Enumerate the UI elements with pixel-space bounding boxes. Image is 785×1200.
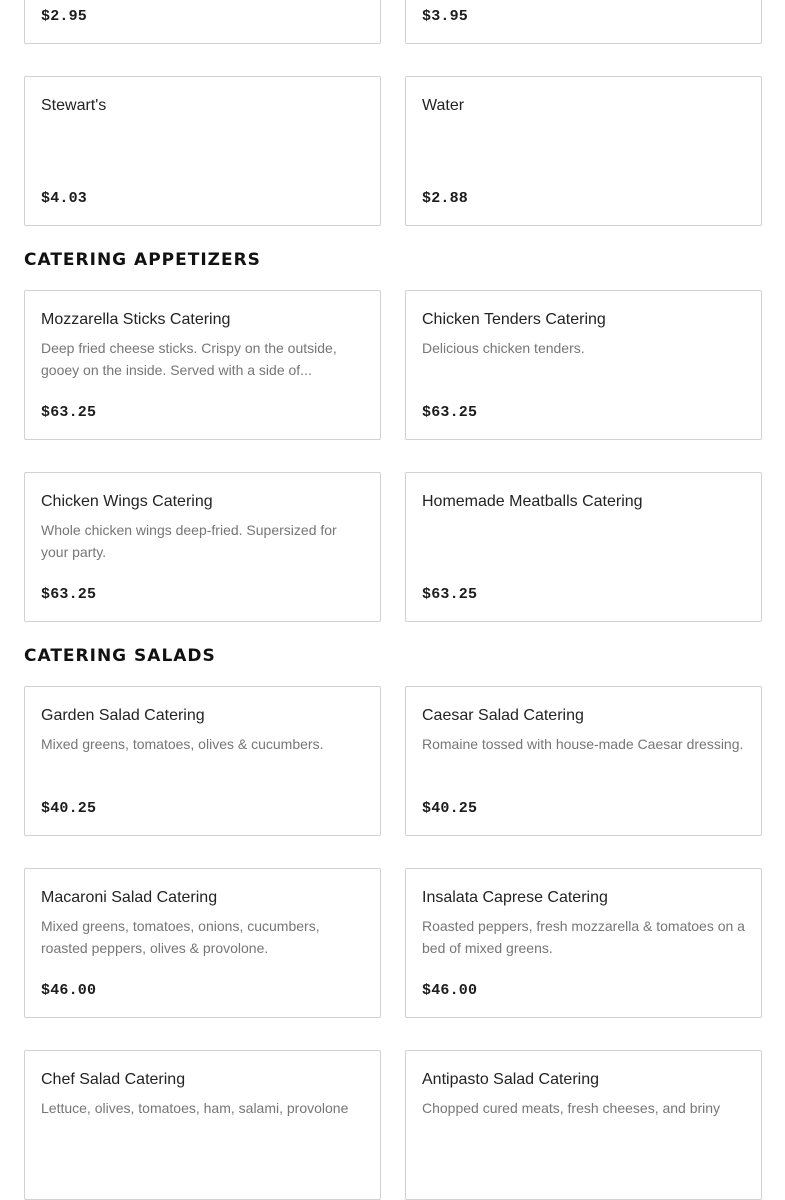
item-description: Lettuce, olives, tomatoes, ham, salami, provolone [41,1100,349,1116]
menu-item-card[interactable] [405,686,762,836]
menu-item-card[interactable] [405,1050,762,1200]
item-description: Deep fried cheese sticks. Crispy on the outside, gooey on the inside. Served with a side of... [41,340,337,378]
menu-item-card[interactable] [24,1050,381,1200]
item-name: Homemade Meatballs Catering [422,493,643,510]
item-price: $3.95 [422,8,469,25]
menu-item-card[interactable] [405,290,762,440]
item-price: $63.25 [422,586,478,603]
menu-item-card[interactable] [24,686,381,836]
menu-item-card[interactable] [24,472,381,622]
menu-item-card[interactable] [405,472,762,622]
menu-item-card[interactable] [24,290,381,440]
menu-item-card[interactable] [405,868,762,1018]
item-price: $2.95 [41,8,88,25]
item-price: $63.25 [41,586,97,603]
item-price: $63.25 [422,404,478,421]
item-name: Insalata Caprese Catering [422,889,608,906]
item-name: Mozzarella Sticks Catering [41,311,231,328]
item-name: Chef Salad Catering [41,1071,186,1088]
menu-item-card[interactable] [24,76,381,226]
menu-item-card[interactable] [24,868,381,1018]
menu-item-card[interactable] [405,76,762,226]
item-price: $63.25 [41,404,97,421]
item-price: $40.25 [41,800,97,817]
item-name: Water [422,97,465,114]
item-price: $46.00 [422,982,478,999]
section-title-catering-appetizers: CATERING APPETIZERS [24,250,261,270]
menu-item-card[interactable] [24,0,381,44]
item-price: $4.03 [41,190,88,207]
item-description: Delicious chicken tenders. [422,340,585,356]
section-title-catering-salads: CATERING SALADS [24,646,216,666]
menu-item-card[interactable] [405,0,762,44]
item-name: Stewart's [41,97,107,114]
item-description: Romaine tossed with house-made Caesar dressing. [422,736,744,752]
item-description: Whole chicken wings deep-fried. Supersized for your party. [41,522,337,560]
item-name: Caesar Salad Catering [422,707,584,724]
item-price: $46.00 [41,982,97,999]
item-name: Antipasto Salad Catering [422,1071,599,1088]
item-description: Chopped cured meats, fresh cheeses, and briny [422,1100,721,1116]
item-description: Mixed greens, tomatoes, olives & cucumbers. [41,736,324,752]
item-description: Mixed greens, tomatoes, onions, cucumbers, roasted peppers, olives & provolone. [41,918,320,956]
item-name: Chicken Wings Catering [41,493,213,510]
item-name: Garden Salad Catering [41,707,205,724]
item-price: $40.25 [422,800,478,817]
item-price: $2.88 [422,190,469,207]
item-name: Macaroni Salad Catering [41,889,218,906]
item-description: Roasted peppers, fresh mozzarella & tomatoes on a bed of mixed greens. [422,918,745,956]
item-name: Chicken Tenders Catering [422,311,606,328]
